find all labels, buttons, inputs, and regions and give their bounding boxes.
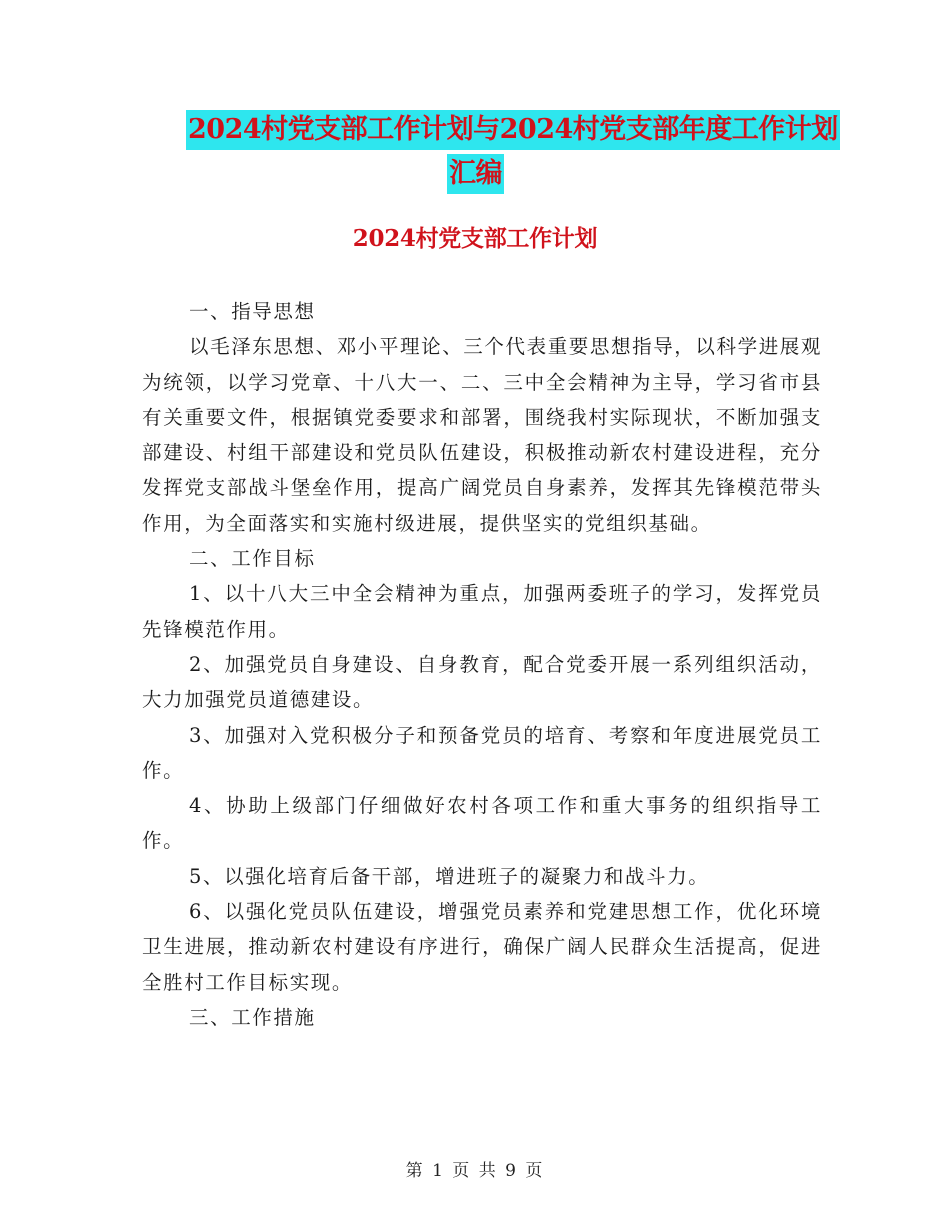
paragraph: 1、以十八大三中全会精神为重点，加强两委班子的学习，发挥党员先锋模范作用。 xyxy=(142,582,822,641)
paragraph: 3、加强对入党积极分子和预备党员的培育、考察和年度进展党员工作。 xyxy=(142,723,822,782)
paragraph: 6、以强化党员队伍建设，增强党员素养和党建思想工作，优化环境卫生进展，推动新农村建设有序进行，确保广阔人民群众生活提高，促进全胜村工作目标实现。 xyxy=(142,900,822,994)
paragraph: 三、工作措施 xyxy=(189,1005,316,1029)
paragraph: 一、指导思想 xyxy=(189,300,316,323)
paragraph: 以毛泽东思想、邓小平理论、三个代表重要思想指导，以科学进展观为统领，以学习党章、十八大一、二、三中全会精神为主导，学习省市县有关重要文件，根据镇党委要求和部署，围绕我村实际现状，不断加强支部建设、村组干部建设和党员队伍建设，积极推动新农村建设进程，充分发挥党支部战斗堡垒作用，提高广阔党员自身素养，发挥其先锋模范带头作用，为全面落实和实施村级进展，提供坚实的党组织基础。 xyxy=(142,335,823,535)
section-subtitle: 2024村党支部工作计划 xyxy=(352,225,598,252)
title-line-1: 2024村党支部工作计划与2024村党支部年度工作计划 xyxy=(186,110,840,150)
paragraph: 二、工作目标 xyxy=(189,547,316,571)
paragraph: 4、协助上级部门仔细做好农村各项工作和重大事务的组织指导工作。 xyxy=(142,794,822,853)
paragraph: 5、以强化培育后备干部，增进班子的凝聚力和战斗力。 xyxy=(189,864,710,888)
title-line-2: 汇编 xyxy=(447,154,504,194)
paragraph: 2、加强党员自身建设、自身教育，配合党委开展一系列组织活动，大力加强党员道德建设。 xyxy=(142,652,822,712)
document-body xyxy=(142,294,822,1035)
page-footer: 第 1 页 共 9 页 xyxy=(405,1161,545,1181)
